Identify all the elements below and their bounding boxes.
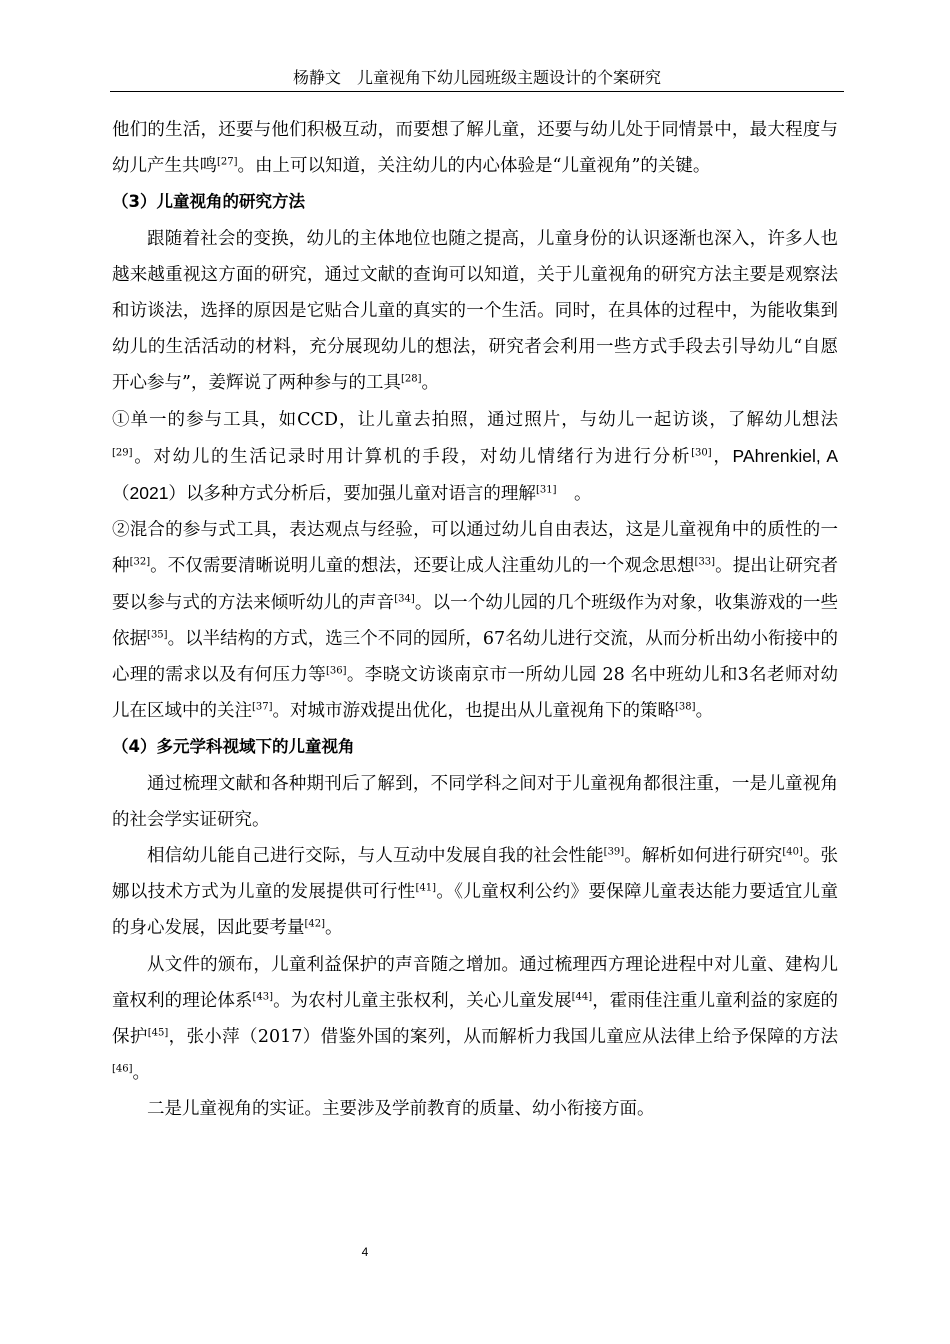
citation: [29] — [112, 447, 133, 459]
citation: [40] — [782, 846, 803, 858]
citation: [35] — [147, 629, 168, 641]
page-number: 4 — [361, 1245, 369, 1259]
citation: [32] — [129, 556, 151, 568]
citation: [31] — [535, 484, 557, 496]
citation: [30] — [691, 447, 712, 459]
citation: [36] — [326, 665, 347, 677]
citation: [44] — [571, 991, 593, 1003]
section-heading-3: （3）儿童视角的研究方法 — [112, 192, 305, 212]
citation: [27] — [217, 156, 238, 168]
author-reference: PAhrenkiel, A（2021） — [112, 445, 839, 504]
body-text — [112, 112, 838, 1128]
citation: [41] — [415, 882, 437, 894]
paragraph-4: ②混合的参与式工具，表达观点与经验，可以通过幼儿自由表达，这是儿童视角中的质性的一种[32]。不仅需要清晰说明儿童的想法，还要让成人注重幼儿的一个观念思想[33]。提出让研究者要以参与式的方法来倾听幼儿的声音[34]。以一个幼儿园的几个班级作为对象，收集游戏的一些依据[35]。以半结构的方式，选三个不同的园所，67名幼儿进行交流，从而分析出幼小衔接中的心理的需求以及有何压力等[36]。李晓文访谈南京市一所幼儿园 28 名中班幼儿和3名老师对幼儿在区域中的关注[37]。对城市游戏提出优化，也提出从儿童视角下的策略[38]。 — [112, 520, 839, 722]
paragraph-2: 跟随着社会的变换，幼儿的主体地位也随之提高，儿童身份的认识逐渐也深入，许多人也越来越重视这方面的研究，通过文献的查询可以知道，关于儿童视角的研究方法主要是观察法和访谈法，选择的原因是它贴合儿童的真实的一个生活。同时，在具体的过程中，为能收集到幼儿的生活活动的材料，充分展现幼儿的想法，研究者会利用一些方式手段去引导幼儿“自愿开心参与”，姜辉说了两种参与的工具[28]。 — [112, 228, 838, 394]
citation: [46] — [112, 1063, 133, 1075]
citation: [34] — [394, 593, 415, 605]
paragraph-5: 通过梳理文献和各种期刊后了解到，不同学科之间对于儿童视角都很注重，一是儿童视角的社会学实证研究。 — [112, 773, 838, 830]
paragraph-1: 他们的生活，还要与他们积极互动，而要想了解儿童，还要与幼儿处于同情景中，最大程度与幼儿产生共鸣[27]。由上可以知道，关注幼儿的内心体验是“儿童视角”的关键。 — [112, 120, 838, 177]
paragraph-8: 二是儿童视角的实证。主要涉及学前教育的质量、幼小衔接方面。 — [147, 1099, 655, 1120]
citation: [33] — [694, 556, 716, 568]
header-rule — [110, 91, 844, 92]
paragraph-6: 相信幼儿能自己进行交际，与人互动中发展自我的社会性能[39]。解析如何进行研究[40]。张娜以技术方式为儿童的发展提供可行性[41]。《儿童权利公约》要保障儿童表达能力要适宜儿童的身心发展，因此要考量[42]。 — [112, 846, 839, 939]
citation: [39] — [603, 846, 625, 858]
paragraph-7: 从文件的颁布，儿童利益保护的声音随之增加。通过梳理西方理论进程中对儿童、建构儿童权利的理论体系[43]。为农村儿童主张权利，关心儿童发展[44]，霍雨佳注重儿童利益的家庭的保护[45]，张小萍（2017）借鉴外国的案列，从而解析力我国儿童应从法律上给予保障的方法[46]。 — [112, 954, 839, 1084]
citation: [45] — [147, 1027, 169, 1039]
citation: [37] — [252, 701, 273, 713]
citation: [38] — [675, 701, 696, 713]
citation: [43] — [252, 991, 274, 1003]
citation: [28] — [400, 373, 422, 385]
paragraph-3: ①单一的参与工具，如CCD，让儿童去拍照，通过照片，与幼儿一起访谈，了解幼儿想法[29]。对幼儿的生活记录时用计算机的手段，对幼儿情绪行为进行分析[30]，PAhrenkiel, A（2021）以多种方式分析后，要加强儿童对语言的理解[31] 。 — [112, 409, 839, 505]
running-header: 杨静文 儿童视角下幼儿园班级主题设计的个案研究 — [292, 68, 661, 87]
section-heading-4: （4）多元学科视域下的儿童视角 — [112, 737, 355, 757]
citation: [42] — [304, 918, 326, 930]
